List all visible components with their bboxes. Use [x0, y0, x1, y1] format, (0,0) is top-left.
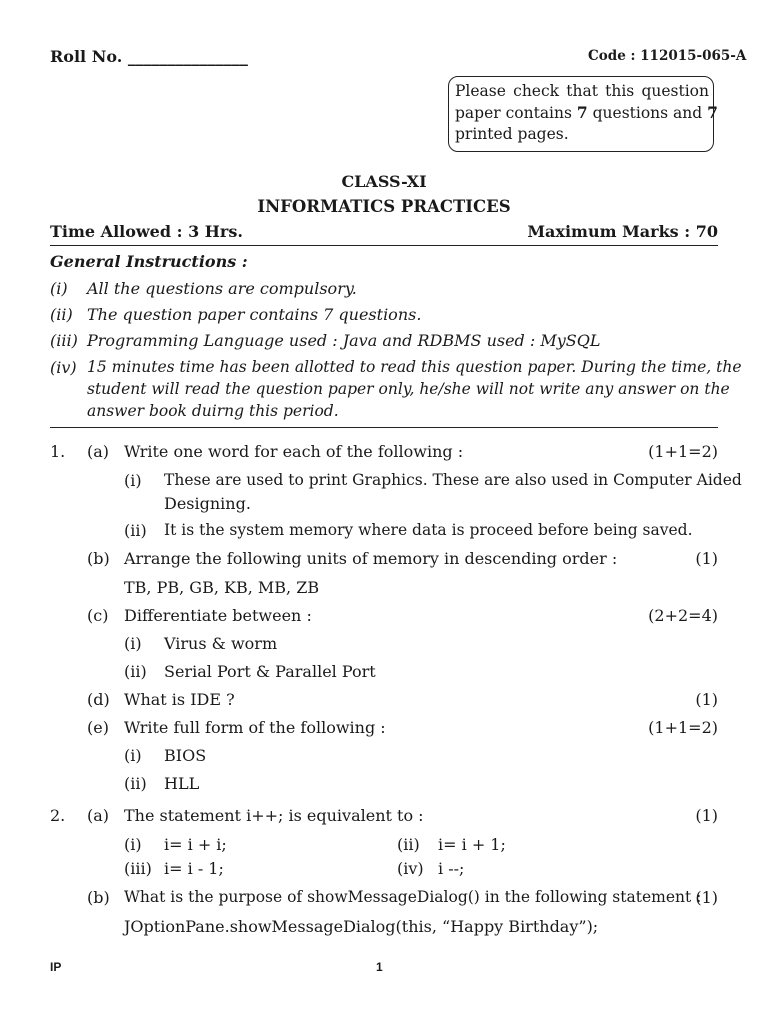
class-title: CLASS-XI: [341, 172, 427, 191]
maximum-marks: Maximum Marks : 70: [527, 222, 718, 241]
question-count: 7: [576, 103, 588, 122]
marks: (1+1=2): [648, 442, 718, 461]
instructions-title: General Instructions :: [50, 252, 248, 271]
question-text: Write full form of the following :: [124, 718, 386, 737]
marks: (1): [695, 690, 718, 709]
memory-units: TB, PB, GB, KB, MB, ZB: [124, 578, 320, 597]
part-label: (b): [87, 549, 110, 568]
option-text: i= i + 1;: [438, 835, 506, 854]
paper-code: Code : 112015-065-A: [588, 48, 747, 64]
part-label: (e): [87, 718, 109, 737]
marks: (2+2=4): [648, 606, 718, 625]
instruction-num: (iv): [50, 358, 77, 377]
subject-title: INFORMATICS PRACTICES: [257, 197, 511, 216]
option-label: (i): [124, 835, 142, 854]
instructions-divider: [50, 427, 718, 428]
option-label: (ii): [397, 835, 420, 854]
page-count: 7: [707, 103, 718, 122]
question-number: 1.: [50, 442, 66, 461]
sub-part-label: (i): [124, 746, 142, 765]
sub-part-label: (ii): [124, 774, 147, 793]
instruction-text: Programming Language used : Java and RDBMS used : MySQL: [87, 331, 601, 350]
instruction-num: (i): [50, 279, 68, 298]
question-text: What is the purpose of showMessageDialog() in the following statement :: [124, 888, 702, 906]
option-text: i= i + i;: [164, 835, 227, 854]
instruction-text: 15 minutes time has been allotted to read this question paper. During the time, the: [87, 358, 742, 376]
sub-part-text: Serial Port & Parallel Port: [164, 662, 376, 681]
instruction-text: The question paper contains 7 questions.: [87, 305, 422, 324]
question-text: The statement i++; is equivalent to :: [124, 806, 424, 825]
part-label: (b): [87, 888, 110, 907]
option-label: (iv): [397, 859, 424, 878]
option-text: i= i - 1;: [164, 859, 224, 878]
footer-subject: IP: [50, 960, 62, 974]
option-text: i --;: [438, 859, 465, 878]
instruction-text: All the questions are compulsory.: [87, 279, 357, 298]
time-allowed: Time Allowed : 3 Hrs.: [50, 222, 243, 241]
instruction-num: (ii): [50, 305, 73, 324]
sub-part-text: Designing.: [164, 494, 251, 513]
notice-line-2: paper contains 7 questions and 7: [455, 103, 718, 122]
option-label: (iii): [124, 859, 152, 878]
part-label: (d): [87, 690, 110, 709]
marks: (1): [695, 806, 718, 825]
header-divider: [50, 245, 718, 246]
sub-part-label: (i): [124, 471, 142, 490]
marks: (1+1=2): [648, 718, 718, 737]
sub-part-text: These are used to print Graphics. These are also used in Computer Aided: [164, 471, 742, 489]
part-label: (c): [87, 606, 109, 625]
marks: (1): [695, 888, 718, 907]
part-label: (a): [87, 442, 110, 461]
question-number: 2.: [50, 806, 66, 825]
page-number: 1: [376, 960, 383, 974]
sub-part-label: (ii): [124, 521, 147, 540]
question-text: Differentiate between :: [124, 606, 312, 625]
instruction-text: student will read the question paper only, he/she will not write any answer on the: [87, 380, 730, 398]
sub-part-text: Virus & worm: [164, 634, 278, 653]
question-text: Write one word for each of the following :: [124, 442, 464, 461]
code-statement: JOptionPane.showMessageDialog(this, “Happy Birthday”);: [124, 917, 599, 936]
instruction-text: answer book duirng this period.: [87, 402, 339, 420]
part-label: (a): [87, 806, 110, 825]
roll-number-label: Roll No. _______________: [50, 47, 248, 66]
sub-part-label: (ii): [124, 662, 147, 681]
sub-part-text: HLL: [164, 774, 200, 793]
notice-line-3: printed pages.: [455, 125, 569, 143]
notice-line-1: Please check that this question: [455, 82, 709, 100]
question-text: What is IDE ?: [124, 690, 235, 709]
question-text: Arrange the following units of memory in descending order :: [124, 549, 618, 568]
sub-part-text: BIOS: [164, 746, 207, 765]
marks: (1): [695, 549, 718, 568]
sub-part-label: (i): [124, 634, 142, 653]
page-count-notice: [448, 76, 718, 152]
sub-part-text: It is the system memory where data is proceed before being saved.: [164, 521, 693, 539]
instruction-num: (iii): [50, 331, 78, 350]
